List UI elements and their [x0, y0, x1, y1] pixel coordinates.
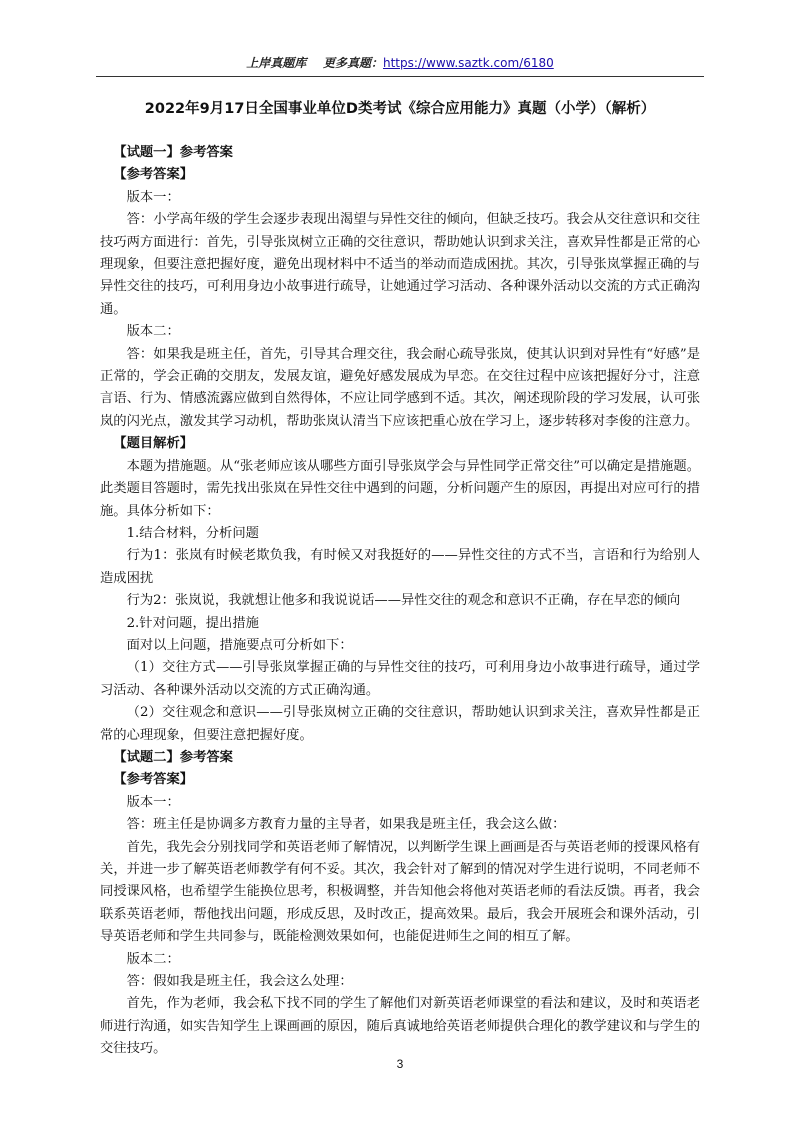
header-brand: 上岸真题库	[246, 56, 307, 70]
paragraph: 答：班主任是协调多方教育力量的主导者，如果我是班主任，我会这么做：	[126, 817, 566, 833]
paragraph: 1.结合材料，分析问题	[126, 525, 259, 541]
page-header	[0, 55, 800, 71]
section-heading: 【参考答案】	[113, 167, 194, 183]
document-body	[100, 142, 700, 1061]
paragraph: 版本二：	[126, 324, 180, 340]
paragraph: 行为2：张岚说，我就想让他多和我说说话——异性交往的观念和意识不正确，存在早恋的倾向	[126, 593, 681, 609]
header-divider	[96, 76, 704, 77]
section-heading: 【题目解析】	[113, 436, 194, 452]
paragraph: 答：如果我是班主任，首先，引导其合理交往，我会耐心疏导张岚，使其认识到对异性有“好感”是正常的，学会正确的交朋友，发展友谊，避免好感发展成为早恋。在交往过程中应该把握好分寸，注意言语、行为、情感流露应做到自然得体，不应让同学感到不适。其次，阐述现阶段的学习发展，认可张岚的闪光点，激发其学习动机，帮助张岚认清当下应该把重心放在学习上，逐步转移对李俊的注意力。	[100, 346, 700, 429]
paragraph: 版本二：	[126, 951, 180, 967]
paragraph: （2）交往观念和意识——引导张岚树立正确的交往意识，帮助她认识到求关注，喜欢异性都是正常的心理现象，但要注意把握好度。	[100, 705, 700, 743]
paragraph: 首先，我先会分别找同学和英语老师了解情况，以判断学生课上画画是否与英语老师的授课风格有关，并进一步了解英语老师教学有何不妥。其次，我会针对了解到的情况对学生进行说明，不同老师不同授课风格，也希望学生能换位思考，积极调整，并告知他会将他对英语老师的看法反馈。再者，我会联系英语老师，帮他找出问题，形成反思，及时改正，提高效果。最后，我会开展班会和课外活动，引导英语老师和学生共同参与，既能检测效果如何，也能促进师生之间的相互了解。	[100, 839, 700, 945]
paragraph: 本题为措施题。从“张老师应该从哪些方面引导张岚学会与异性同学正常交往”可以确定是措施题。此类题目答题时，需先找出张岚在异性交往中遇到的问题，分析问题产生的原因，再提出对应可行的措施。具体分析如下：	[100, 458, 700, 519]
paragraph: 2.针对问题，提出措施	[126, 615, 259, 631]
header-more-label: 更多真题：	[322, 56, 383, 70]
header-url-link[interactable]: https://www.saztk.com/6180	[382, 56, 554, 70]
page-number: 3	[396, 1057, 404, 1071]
paragraph: 面对以上问题，措施要点可分析如下：	[126, 637, 353, 653]
paragraph: （1）交往方式——引导张岚掌握正确的与异性交往的技巧，可利用身边小故事进行疏导，通过学习活动、各种课外活动以交流的方式正确沟通。	[100, 660, 700, 698]
section-heading: 【参考答案】	[113, 772, 194, 788]
paragraph: 行为1：张岚有时候老欺负我，有时候又对我挺好的——异性交往的方式不当，言语和行为给别人造成困扰	[100, 548, 700, 586]
document-title: 2022年9月17日全国事业单位D类考试《综合应用能力》真题（小学）（解析）	[144, 101, 656, 117]
paragraph: 答：小学高年级的学生会逐步表现出渴望与异性交往的倾向，但缺乏技巧。我会从交往意识和交往技巧两方面进行：首先，引导张岚树立正确的交往意识，帮助她认识到求关注，喜欢异性都是正常的心理现象，但要注意把握好度，避免出现材料中不适当的举动而造成困扰。其次，引导张岚掌握正确的与异性交往的技巧，可利用身边小故事进行疏导，让她通过学习活动、各种课外活动以交流的方式正确沟通。	[100, 212, 700, 317]
paragraph: 答：假如我是班主任，我会这么处理：	[126, 974, 353, 990]
paragraph: 首先，作为老师，我会私下找不同的学生了解他们对新英语老师课堂的看法和建议，及时和英语老师进行沟通，如实告知学生上课画画的原因，随后真诚地给英语老师提供合理化的教学建议和与学生的交往技巧。	[100, 996, 700, 1057]
paragraph: 版本一：	[126, 794, 180, 810]
paragraph: 版本一：	[126, 189, 180, 205]
section-heading: 【试题一】参考答案	[113, 145, 233, 160]
section-heading: 【试题二】参考答案	[113, 749, 233, 765]
